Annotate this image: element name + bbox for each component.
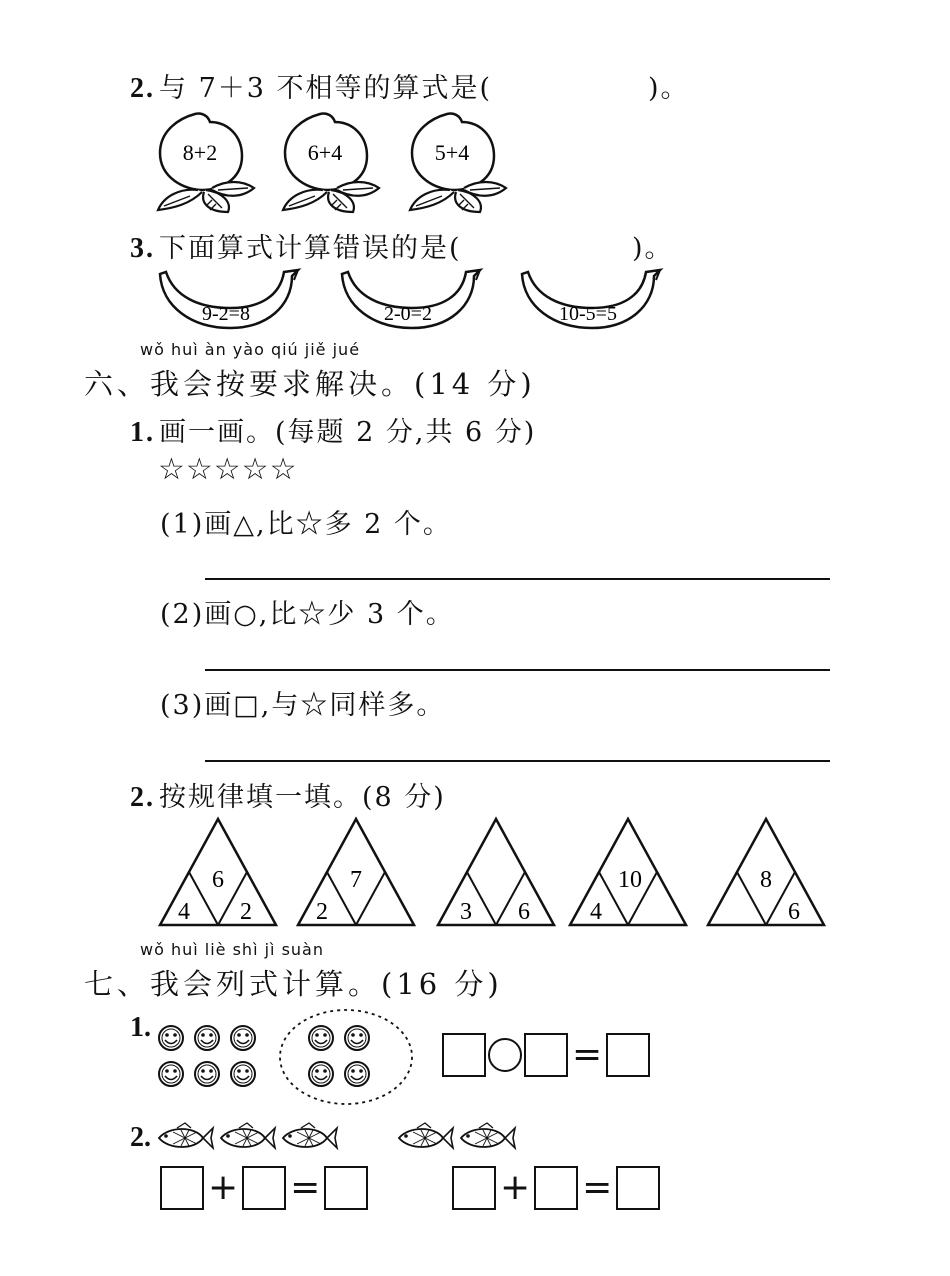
calc2-right-box-3[interactable]: [616, 1166, 660, 1210]
triangle-5[interactable]: [708, 819, 824, 925]
calc2-left-equals: =: [290, 1167, 321, 1208]
calc2-right-plus: +: [500, 1167, 531, 1208]
calc2-equation-left: [160, 1166, 368, 1210]
triangle-5-right: 6: [788, 899, 800, 925]
sec7-pinyin: wǒ huì liè shì jì suàn: [140, 940, 324, 959]
fish-row: [155, 1118, 535, 1158]
calc1-box-2[interactable]: [524, 1033, 568, 1077]
calc1-number: 1.: [130, 1012, 151, 1043]
triangle-3-left: 3: [460, 899, 472, 925]
calc2-equation-right: [452, 1166, 660, 1210]
draw-item-3: (3)画□,与☆同样多。: [160, 690, 446, 721]
answer-line-2[interactable]: [205, 669, 830, 671]
triangle-1-left: 4: [178, 899, 190, 925]
peach-option-3-label: 5+4: [434, 140, 470, 165]
dashed-circle: [280, 1010, 412, 1104]
banana-option-3-label: 10-5=5: [559, 303, 617, 325]
draw-item-1: (1)画△,比☆多 2 个。: [160, 509, 452, 540]
calc1-equation: [442, 1033, 650, 1077]
q3-prompt: 3. 下面算式计算错误的是(: [130, 233, 462, 264]
calc2-left-box-2[interactable]: [242, 1166, 286, 1210]
calc2-left-box-3[interactable]: [324, 1166, 368, 1210]
sec6-pinyin: wǒ huì àn yào qiú jiě jué: [140, 340, 361, 359]
banana-option-2-label: 2-0=2: [384, 303, 432, 325]
triangle-5-top: 8: [760, 867, 772, 893]
triangle-4-top: 10: [618, 867, 642, 893]
fish-right-group: [399, 1123, 515, 1148]
smiley-circled-group: [309, 1026, 369, 1086]
pattern-title: 2. 按规律填一填。(8 分): [130, 782, 446, 813]
answer-line-1[interactable]: [205, 578, 830, 580]
smiley-left-group: [159, 1026, 255, 1086]
peach-option-1-label: 8+2: [182, 140, 218, 165]
draw-item-2: (2)画○,比☆少 3 个。: [160, 599, 455, 630]
peach-option-3[interactable]: [410, 113, 506, 212]
triangle-3[interactable]: [438, 819, 554, 925]
calc1-box-1[interactable]: [442, 1033, 486, 1077]
banana-options: [150, 262, 670, 342]
q3-close: )。: [632, 233, 674, 264]
calc2-left-box-1[interactable]: [160, 1166, 204, 1210]
triangle-4[interactable]: [570, 819, 686, 925]
q2-close: )。: [648, 73, 690, 104]
triangle-2-left: 2: [316, 899, 328, 925]
star-row: ☆☆☆☆☆: [158, 452, 298, 487]
answer-line-3[interactable]: [205, 760, 830, 762]
draw-title: 1. 画一画。(每题 2 分,共 6 分): [130, 417, 537, 448]
calc2-number: 2.: [130, 1122, 151, 1153]
calc1-operator-circle[interactable]: [488, 1038, 522, 1072]
calc2-right-equals: =: [582, 1167, 613, 1208]
sec7-title: 七、我会列式计算。(16 分): [84, 967, 503, 1001]
banana-option-1-label: 9-2=8: [202, 303, 250, 325]
banana-option-1[interactable]: [160, 270, 298, 328]
triangle-1-right: 2: [240, 899, 252, 925]
smiley-groups: [150, 1005, 430, 1110]
calc2-right-box-1[interactable]: [452, 1166, 496, 1210]
peach-option-2-label: 6+4: [307, 140, 343, 165]
banana-option-2[interactable]: [342, 270, 480, 328]
calc2-left-plus: +: [208, 1167, 239, 1208]
triangle-2[interactable]: [298, 819, 414, 925]
triangle-3-right: 6: [518, 899, 530, 925]
peach-options: [150, 108, 530, 218]
peach-option-1[interactable]: [158, 113, 254, 212]
triangle-2-top: 7: [350, 867, 362, 893]
calc2-right-box-2[interactable]: [534, 1166, 578, 1210]
sec6-title: 六、我会按要求解决。(14 分): [84, 367, 536, 401]
triangle-1[interactable]: [160, 819, 276, 925]
calc1-equals: =: [572, 1034, 603, 1075]
triangle-1-top: 6: [212, 867, 224, 893]
calc1-box-3[interactable]: [606, 1033, 650, 1077]
banana-option-3[interactable]: [522, 270, 660, 328]
number-triangles: [150, 815, 840, 935]
q2-prompt: 2. 与 7＋3 不相等的算式是(: [130, 73, 493, 104]
peach-option-2[interactable]: [283, 113, 379, 212]
fish-left-group: [159, 1123, 337, 1148]
triangle-4-left: 4: [590, 899, 602, 925]
